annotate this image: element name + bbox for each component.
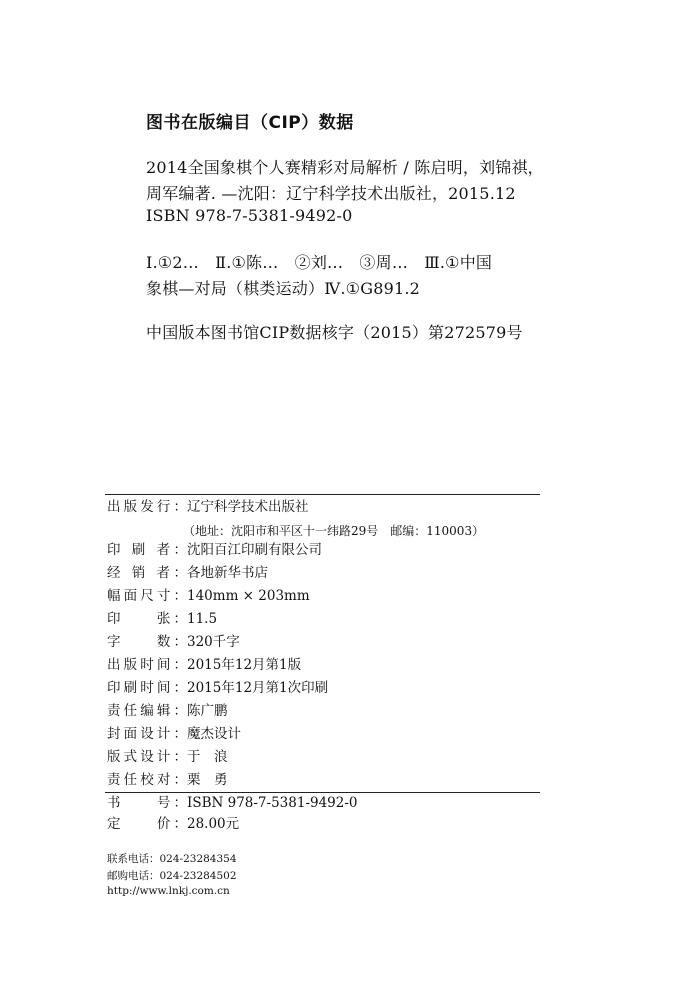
- imprint-value: ISBN 978-7-5381-9492-0: [187, 795, 358, 811]
- imprint-value: 于 浪: [187, 749, 228, 765]
- imprint-label: 责任编辑：: [107, 703, 187, 719]
- imprint-row-cover-design: [107, 728, 241, 742]
- imprint-value: 魔杰设计: [187, 726, 241, 742]
- contact-phone: 联系电话：024-23284354: [107, 853, 237, 865]
- cip-classification-line-2: 象棋—对局（棋类运动）Ⅳ.①G891.2: [146, 279, 421, 298]
- imprint-label: 书 号：: [107, 795, 187, 811]
- imprint-label: 经 销 者：: [107, 565, 187, 581]
- imprint-value: 140mm × 203mm: [187, 588, 310, 604]
- cip-isbn: ISBN 978-7-5381-9492-0: [146, 206, 353, 225]
- imprint-row-proofreader: [107, 774, 228, 788]
- imprint-label: 印刷时间：: [107, 680, 187, 696]
- imprint-value: 2015年12月第1版: [187, 657, 302, 673]
- imprint-row-book-number: [107, 797, 358, 811]
- imprint-row-editor: [107, 705, 228, 719]
- imprint-row-printer: [107, 544, 322, 558]
- imprint-value: 栗 勇: [187, 772, 228, 788]
- imprint-value: 辽宁科学技术出版社: [187, 499, 309, 515]
- imprint-row-publish-date: [107, 659, 301, 673]
- imprint-value: 320千字: [187, 634, 240, 650]
- imprint-label: 出版时间：: [107, 657, 187, 673]
- imprint-value: 沈阳百江印刷有限公司: [187, 542, 322, 558]
- imprint-label: 出版发行：: [107, 499, 187, 515]
- imprint-value: 2015年12月第1次印刷: [187, 680, 329, 696]
- imprint-row-print-date: [107, 682, 328, 696]
- imprint-label: 责任校对：: [107, 772, 187, 788]
- imprint-label: 定 价：: [107, 816, 187, 832]
- cip-record-number: 中国版本图书馆CIP数据核字（2015）第272579号: [146, 323, 523, 342]
- imprint-value: 11.5: [187, 611, 218, 627]
- mail-order-phone: 邮购电话：024-23284502: [107, 870, 237, 882]
- imprint-row-layout-design: [107, 751, 228, 765]
- imprint-top-rule: [105, 494, 540, 495]
- imprint-value: 各地新华书店: [187, 565, 268, 581]
- imprint-value: 28.00元: [187, 816, 240, 832]
- imprint-row-format: [107, 590, 310, 604]
- imprint-row-sheets: [107, 613, 217, 627]
- imprint-middle-rule: [105, 792, 540, 793]
- cip-description-line-1: 2014全国象棋个人赛精彩对局解析 / 陈启明，刘锦祺，: [146, 158, 544, 177]
- website-link[interactable]: http://www.lnkj.com.cn: [107, 885, 230, 897]
- imprint-row-word-count: [107, 636, 240, 650]
- imprint-row-publisher: [107, 501, 309, 515]
- imprint-label: 版式设计：: [107, 749, 187, 765]
- imprint-label: 字 数：: [107, 634, 187, 650]
- imprint-label: 印 张：: [107, 611, 187, 627]
- imprint-label: 封面设计：: [107, 726, 187, 742]
- imprint-row-price: [107, 818, 239, 832]
- imprint-row-distributor: [107, 567, 268, 581]
- imprint-value: 陈广鹏: [187, 703, 228, 719]
- imprint-label: 印 刷 者：: [107, 542, 187, 558]
- imprint-label: 幅面尺寸：: [107, 588, 187, 604]
- cip-classification-line-1: Ⅰ.①2… Ⅱ.①陈… ②刘… ③周… Ⅲ.①中国: [146, 253, 493, 272]
- publisher-address: （地址：沈阳市和平区十一纬路29号 邮编：110003）: [183, 524, 485, 538]
- cip-description-line-2: 周军编著. —沈阳：辽宁科学技术出版社，2015.12: [146, 184, 516, 203]
- cip-title: 图书在版编目（CIP）数据: [146, 113, 354, 133]
